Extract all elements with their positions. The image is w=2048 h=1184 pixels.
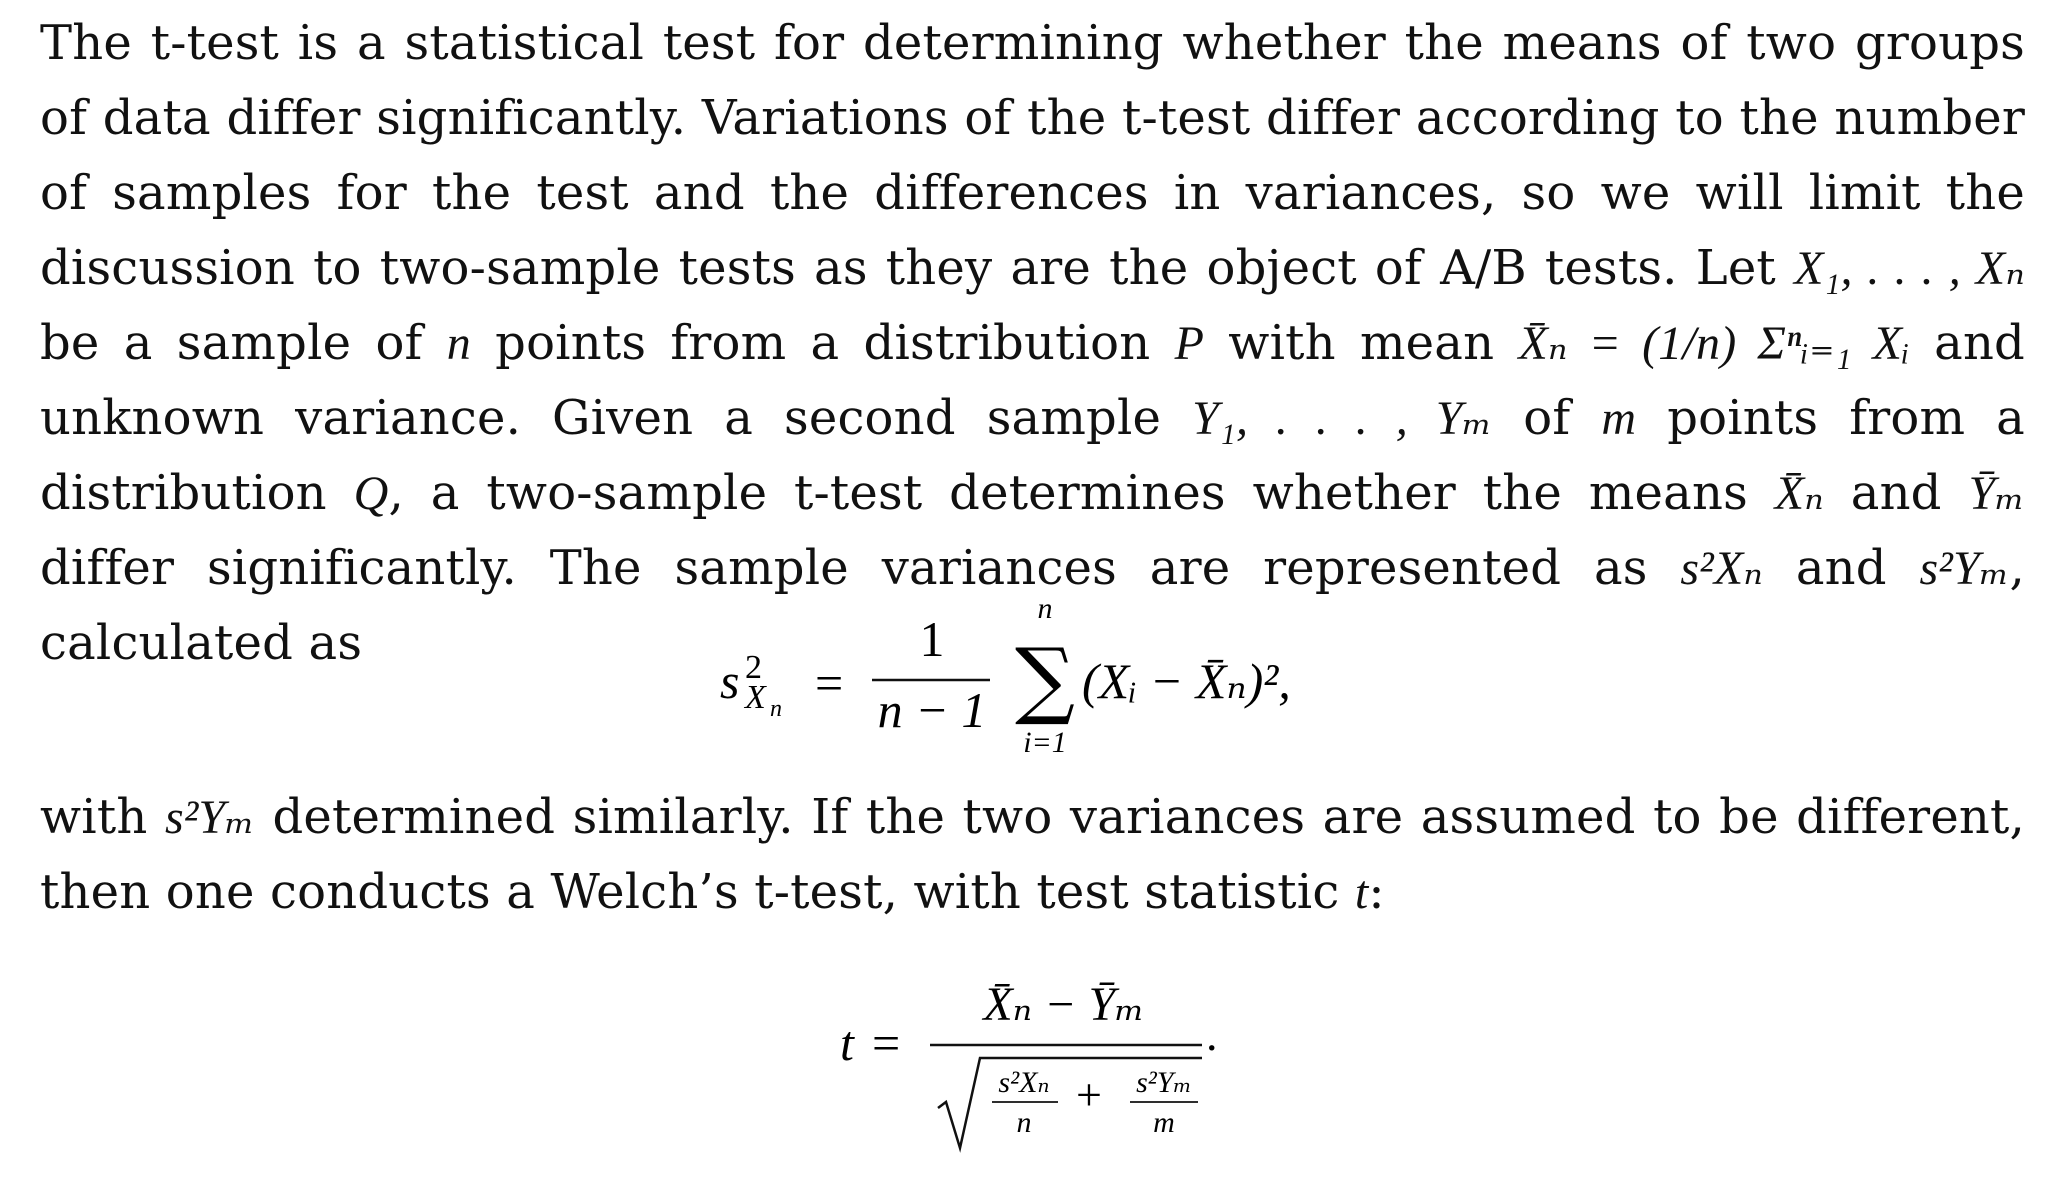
math-n: n bbox=[446, 317, 471, 370]
eq2-period: . bbox=[1206, 1009, 1218, 1060]
eq1-sum-lower-limit: i=1 bbox=[1023, 726, 1067, 759]
eq1-fraction-denominator: n − 1 bbox=[877, 682, 987, 738]
math-variance-x: s²Xₙ bbox=[1680, 542, 1764, 595]
equation-sample-variance-svg bbox=[700, 592, 1400, 770]
equation-sample-variance bbox=[700, 592, 1400, 770]
eq1-fraction-numerator: 1 bbox=[919, 611, 945, 667]
paragraph-text: determined similarly. If the two variances are assumed to be different, then one conducts a Welch’s t-test, with test statistic bbox=[40, 789, 2025, 920]
math-p: P bbox=[1174, 317, 1205, 370]
math-sample-x: X₁, . . . , Xₙ bbox=[1794, 242, 2025, 295]
eq1-lhs-s: s bbox=[720, 653, 740, 709]
math-variance-y: s²Yₘ bbox=[164, 791, 255, 844]
eq1-summand: (Xᵢ − X̄ₙ)², bbox=[1082, 653, 1291, 709]
eq2-radical-right-denominator: m bbox=[1153, 1106, 1175, 1139]
paragraph-text: , a two-sample t-test determines whether the means bbox=[388, 465, 1775, 521]
paragraph-text: be a sample of bbox=[40, 315, 447, 371]
paragraph-welch-intro bbox=[40, 780, 2025, 930]
eq2-radical-right-numerator: s²Yₘ bbox=[1136, 1066, 1192, 1099]
math-sample-y: Y₁, . . . , Yₘ bbox=[1192, 392, 1493, 445]
math-variance-y: s²Yₘ bbox=[1919, 542, 2010, 595]
paragraph-text: of bbox=[1492, 390, 1602, 446]
eq1-lhs-superscript: 2 bbox=[745, 649, 762, 686]
eq2-lhs-t: t bbox=[840, 1015, 854, 1071]
eq2-radical-left-numerator: s²Xₙ bbox=[998, 1066, 1050, 1099]
paragraph-text: with bbox=[40, 789, 165, 845]
paragraph-text: : bbox=[1368, 864, 1385, 920]
eq1-sum-upper-limit: n bbox=[1037, 592, 1053, 625]
math-y-bar: Ȳₘ bbox=[1968, 467, 2025, 520]
eq2-radical-left-denominator: n bbox=[1016, 1106, 1032, 1139]
eq2-equals: = bbox=[872, 1015, 901, 1071]
paragraph-text: The t-test is a statistical test for determining whether the means of two groups of data differ significantly. Variations of the t-test differ according to the number of samples for the test and the differences in variances, so we will limit the discussion to two-sample tests as they are the object of A/B tests. Let bbox=[40, 15, 2025, 296]
math-mean-formula: X̄ₙ = (1/n) Σⁿᵢ₌₁ Xᵢ bbox=[1518, 317, 1910, 370]
equation-welch-t-statistic bbox=[830, 970, 1270, 1170]
paragraph-text: and bbox=[1763, 540, 1920, 596]
paragraph-text: points from a distribution bbox=[40, 390, 2025, 521]
paragraph-text: and bbox=[1823, 465, 1969, 521]
math-t: t bbox=[1354, 866, 1369, 919]
math-m: m bbox=[1601, 392, 1637, 445]
eq1-equals: = bbox=[815, 655, 844, 711]
math-x-bar: X̄ₙ bbox=[1774, 467, 1824, 520]
equation-welch-svg bbox=[830, 970, 1270, 1170]
paragraph-text: and unknown variance. Given a second sample bbox=[40, 315, 2025, 446]
eq2-plus: + bbox=[1076, 1069, 1102, 1120]
paragraph-text: differ significantly. The sample variances are represented as bbox=[40, 540, 1681, 596]
paragraph-text: , calculated as bbox=[40, 540, 2025, 671]
paragraph-text: with mean bbox=[1204, 315, 1519, 371]
math-q: Q bbox=[353, 467, 389, 520]
eq2-numerator: X̄ₙ − Ȳₘ bbox=[983, 978, 1145, 1031]
paragraph-text: points from a distribution bbox=[470, 315, 1175, 371]
eq1-sum-symbol: ∑ bbox=[1015, 630, 1075, 728]
eq1-lhs-subscript-n: n bbox=[770, 696, 782, 722]
paragraph-t-test-intro bbox=[40, 6, 2025, 681]
eq1-lhs-subscript-x: X bbox=[745, 679, 766, 716]
